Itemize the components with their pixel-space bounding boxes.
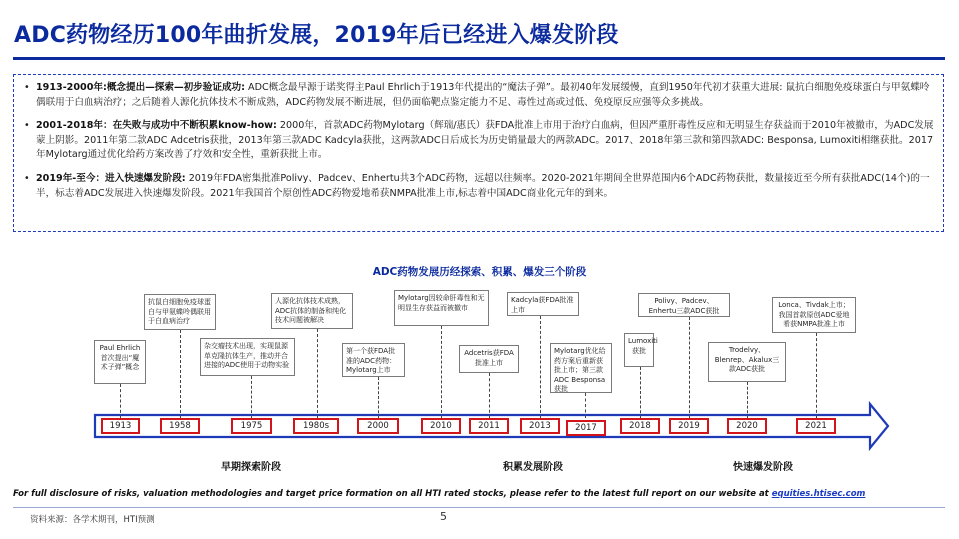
event-box-2021: Lonca、Tivdak上市；我国首款原创ADC爱地希获NMPA批准上市: [772, 297, 856, 333]
phase-label-early: 早期探索阶段: [221, 462, 281, 473]
year-marker: 1980s: [293, 418, 339, 434]
event-box-2019: Polivy、Padcev、Enhertu三款ADC获批: [638, 293, 730, 317]
connector-1913: [120, 384, 121, 418]
event-box-2020: Trodelvy、Blenrep、Akalux三款ADC获批: [708, 342, 786, 382]
year-marker: 2019: [669, 418, 709, 434]
connector-2020: [747, 382, 748, 418]
paragraph-1-heading: 1913-2000年:概念提出—探索—初步验证成功:: [36, 82, 245, 93]
event-box-2013: Kadcyla获FDA批准上市: [507, 292, 579, 316]
phase-label-accumulation: 积累发展阶段: [503, 462, 563, 473]
source-note: 资料来源：各学术期刊，HTI预测: [30, 515, 155, 525]
connector-1958: [180, 330, 181, 418]
year-marker: 2013: [520, 418, 560, 434]
connector-2010: [441, 326, 442, 418]
connector-2000: [378, 377, 379, 418]
disclosure-note: [13, 489, 865, 499]
year-marker: 1958: [160, 418, 200, 434]
event-box-2010: Mylotarg因较命肝毒性和无明显生存获益而被撤市: [394, 290, 489, 326]
page-title: ADC药物经历100年曲折发展，2019年后已经进入爆发阶段: [14, 23, 619, 48]
bullet-icon: •: [24, 172, 30, 184]
event-box-2017: Mylotarg优化给药方案后重新获批上市；第三款ADC Besponsa获批: [550, 343, 612, 393]
connector-2013: [540, 316, 541, 418]
connector-2018: [640, 367, 641, 418]
connector-2011: [489, 373, 490, 418]
event-box-2018: Lumoxiti获批: [624, 333, 654, 367]
paragraph-2-heading: 2001-2018年：在失败与成功中不断积累know-how:: [36, 120, 277, 132]
year-marker: 2020: [727, 418, 767, 434]
connector-2021: [816, 333, 817, 418]
disclosure-text: For full disclosure of risks, valuation methodologies and target price formation on all HTI rated stocks, please refer to the latest full report on our website at: [13, 489, 772, 499]
year-marker: 2011: [469, 418, 509, 434]
connector-1975: [251, 376, 252, 418]
event-box-1913: Paul Ehrlich首次提出“魔术子弹”概念: [94, 340, 146, 384]
year-marker: 2000: [357, 418, 399, 434]
event-box-2000: 第一个获FDA批准的ADC药物：Mylotarg上市: [342, 343, 405, 377]
footer-divider: [13, 507, 945, 508]
website-link[interactable]: equities.htisec.com: [771, 489, 866, 499]
event-box-2011: Adcetris获FDA批准上市: [459, 345, 519, 373]
timeline-title: ADC药物发展历经探索、积累、爆发三个阶段: [372, 266, 587, 278]
page-number: 5: [440, 510, 447, 523]
paragraph-3-body: 2019年FDA密集批准Polivy、Padcev、Enhertu共3个ADC药物，远超以往频率。2020-2021年期间全世界范围内6个ADC药物获批，数量接近至今所有获批ADC(14个)的一半，标志着ADC发展进入快速爆发阶段。2021年我国首个原创性ADC药物爱地希获NMPA批准上市,标志着中国ADC商业化元年的到来。: [36, 172, 930, 199]
year-marker: 1975: [231, 418, 272, 434]
connector-2019: [689, 317, 690, 418]
year-marker: 2021: [796, 418, 836, 434]
paragraph-1-body: ADC概念最早源于诺奖得主Paul Ehrlich于1913年代提出的“魔法子弹”。最初40年发展缓慢，直到1950年代初才获重大进展: 鼠抗白细胞免疫球蛋白与甲氨蝶呤偶联用于白血病治疗；之后随着人源化抗体技术不断成熟，ADC药物发展不断进展，但仍面临靶点鉴定能力不足、毒性过高或过低、免疫原反应强等众多挑战。: [36, 82, 930, 108]
connector-2017: [585, 393, 586, 418]
paragraph-2-body: 2000年，首款ADC药物Mylotarg（辉瑞/惠氏）获FDA批准上市用于治疗白血病，但因严重肝毒性反应和无明显生存获益而于2010年被撤市，为ADC发展蒙上阴影。2011年第二款ADC Adcetris获批，2013年第三款ADC Kadcyla获批，这两款ADC日后成长为历史销量最大的两款ADC。2017、2018年第三款和第四款ADC: Besponsa, Lumoxiti相继获批。2017年Mylotarg通过优化给药方案改善了疗效和安全性，重新获批上市。: [36, 120, 934, 161]
phase-label-explosion: 快速爆发阶段: [733, 462, 793, 473]
bullet-icon: •: [24, 120, 30, 132]
event-box-1958: 抗鼠白细胞免疫球蛋白与甲氨蝶呤偶联用于白血病治疗: [144, 294, 216, 330]
year-marker: 2017: [566, 420, 606, 436]
year-marker: 2010: [421, 418, 461, 434]
event-box-1975: 杂交瘤技术出现，实现鼠源单克隆抗体生产，推动并合进接的ADC使用于动物实验: [200, 338, 295, 376]
connector-1980s: [317, 329, 318, 418]
bullet-icon: •: [24, 82, 30, 93]
paragraph-3-heading: 2019年-至今：进入快速爆发阶段:: [36, 172, 186, 184]
year-marker: 2018: [620, 418, 660, 434]
event-box-1980s: 人源化抗体技术成熟，ADC抗体的制备和纯化技术问题被解决: [271, 293, 353, 329]
year-marker: 1913: [101, 418, 140, 434]
